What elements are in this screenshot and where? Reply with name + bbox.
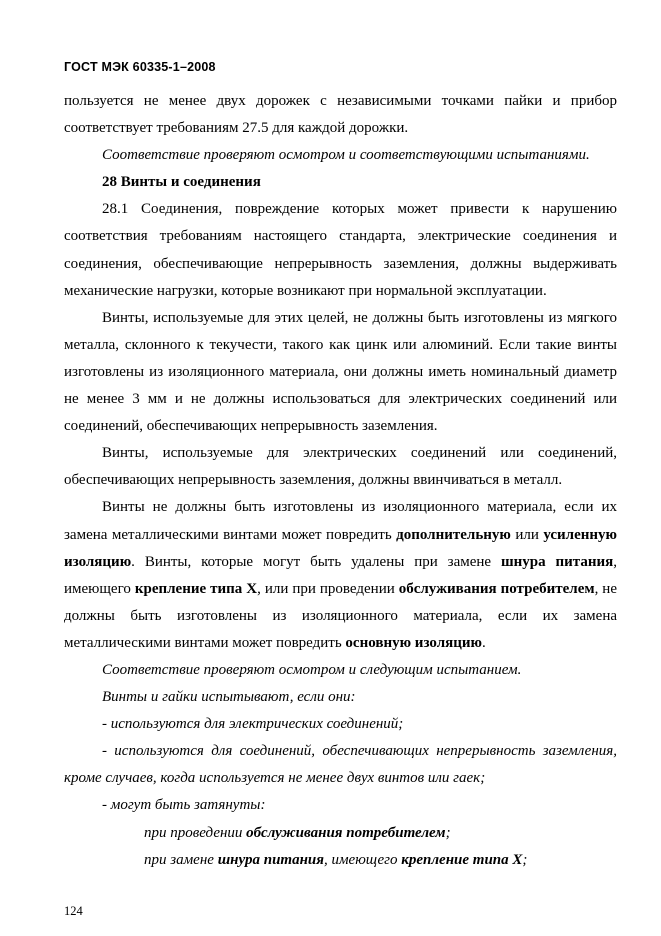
- term: шнура питания: [500, 553, 614, 570]
- paragraph: Винты, используемые для электрических соединений или соединений, обеспечивающих непрерывность заземления, должны ввинчиваться в металл.: [64, 445, 617, 489]
- term: основную изоляцию: [345, 634, 482, 651]
- term: шнура питания: [217, 851, 324, 868]
- paragraph: пользуется не менее двух дорожек с независимыми точками пайки и прибор соответствует требованиям 27.5 для каждой дорожки.: [64, 93, 617, 137]
- text-run: при замене: [144, 851, 218, 868]
- term: обслуживания потребителем: [398, 580, 595, 597]
- term: дополнительную: [396, 526, 511, 543]
- text-run: . Винты, которые могут быть удалены при замене: [131, 553, 501, 570]
- test-condition: Винты и гайки испытывают, если они:: [102, 689, 356, 706]
- text-run: , имеющего: [323, 851, 402, 868]
- sub-list-item: [64, 820, 617, 847]
- text-run: ;: [522, 851, 528, 868]
- page-number: 124: [64, 904, 83, 918]
- text-run: , не должны быть изготовлены из изоляционного материала, если их замена металлическими винтами может повредить: [64, 580, 617, 651]
- text-run: , имеющего: [64, 553, 617, 597]
- text-run: , или при проведении: [257, 580, 399, 597]
- compliance-note: Соответствие проверяют осмотром и соответствующими испытаниями.: [102, 147, 590, 164]
- term: усиленную изоляцию: [64, 526, 617, 570]
- text-run: ;: [445, 824, 451, 841]
- list-item: - используются для электрических соединений;: [102, 716, 404, 733]
- paragraph: [64, 494, 617, 657]
- section-heading: 28 Винты и соединения: [102, 174, 261, 191]
- sub-list-item: [64, 847, 617, 874]
- term: крепление типа X: [134, 580, 258, 597]
- page-header: ГОСТ МЭК 60335-1–2008: [64, 60, 216, 74]
- text-run: .: [481, 634, 486, 651]
- list-item: - используются для соединений, обеспечивающих непрерывность заземления, кроме случаев, когда используется не менее двух винтов или гаек;: [64, 743, 617, 787]
- paragraph: 28.1 Соединения, повреждение которых может привести к нарушению соответствия требованиям настоящего стандарта, электрические соединения и соединения, обеспечивающие непрерывность заземления, должны выдерживать механические нагрузки, которые возникают при нормальной эксплуатации.: [64, 201, 617, 299]
- paragraph: Винты, используемые для этих целей, не должны быть изготовлены из мягкого металла, склонного к текучести, такого как цинк или алюминий. Если такие винты изготовлены из изоляционного материала, они должны иметь номинальный диаметр не менее 3 мм и не должны использоваться для электрических соединений или соединений, обеспечивающих непрерывность заземления.: [64, 309, 617, 435]
- text-run: или: [510, 526, 544, 543]
- list-item: - могут быть затянуты:: [102, 797, 266, 814]
- text-run: Винты не должны быть изготовлены из изоляционного материала, если их замена металлическими винтами может повредить: [64, 499, 617, 543]
- page-body: [64, 88, 617, 874]
- term: крепление типа X: [401, 851, 523, 868]
- term: обслуживания потребителем: [246, 824, 446, 841]
- compliance-note: Соответствие проверяют осмотром и следующим испытанием.: [102, 661, 522, 678]
- text-run: при проведении: [144, 824, 247, 841]
